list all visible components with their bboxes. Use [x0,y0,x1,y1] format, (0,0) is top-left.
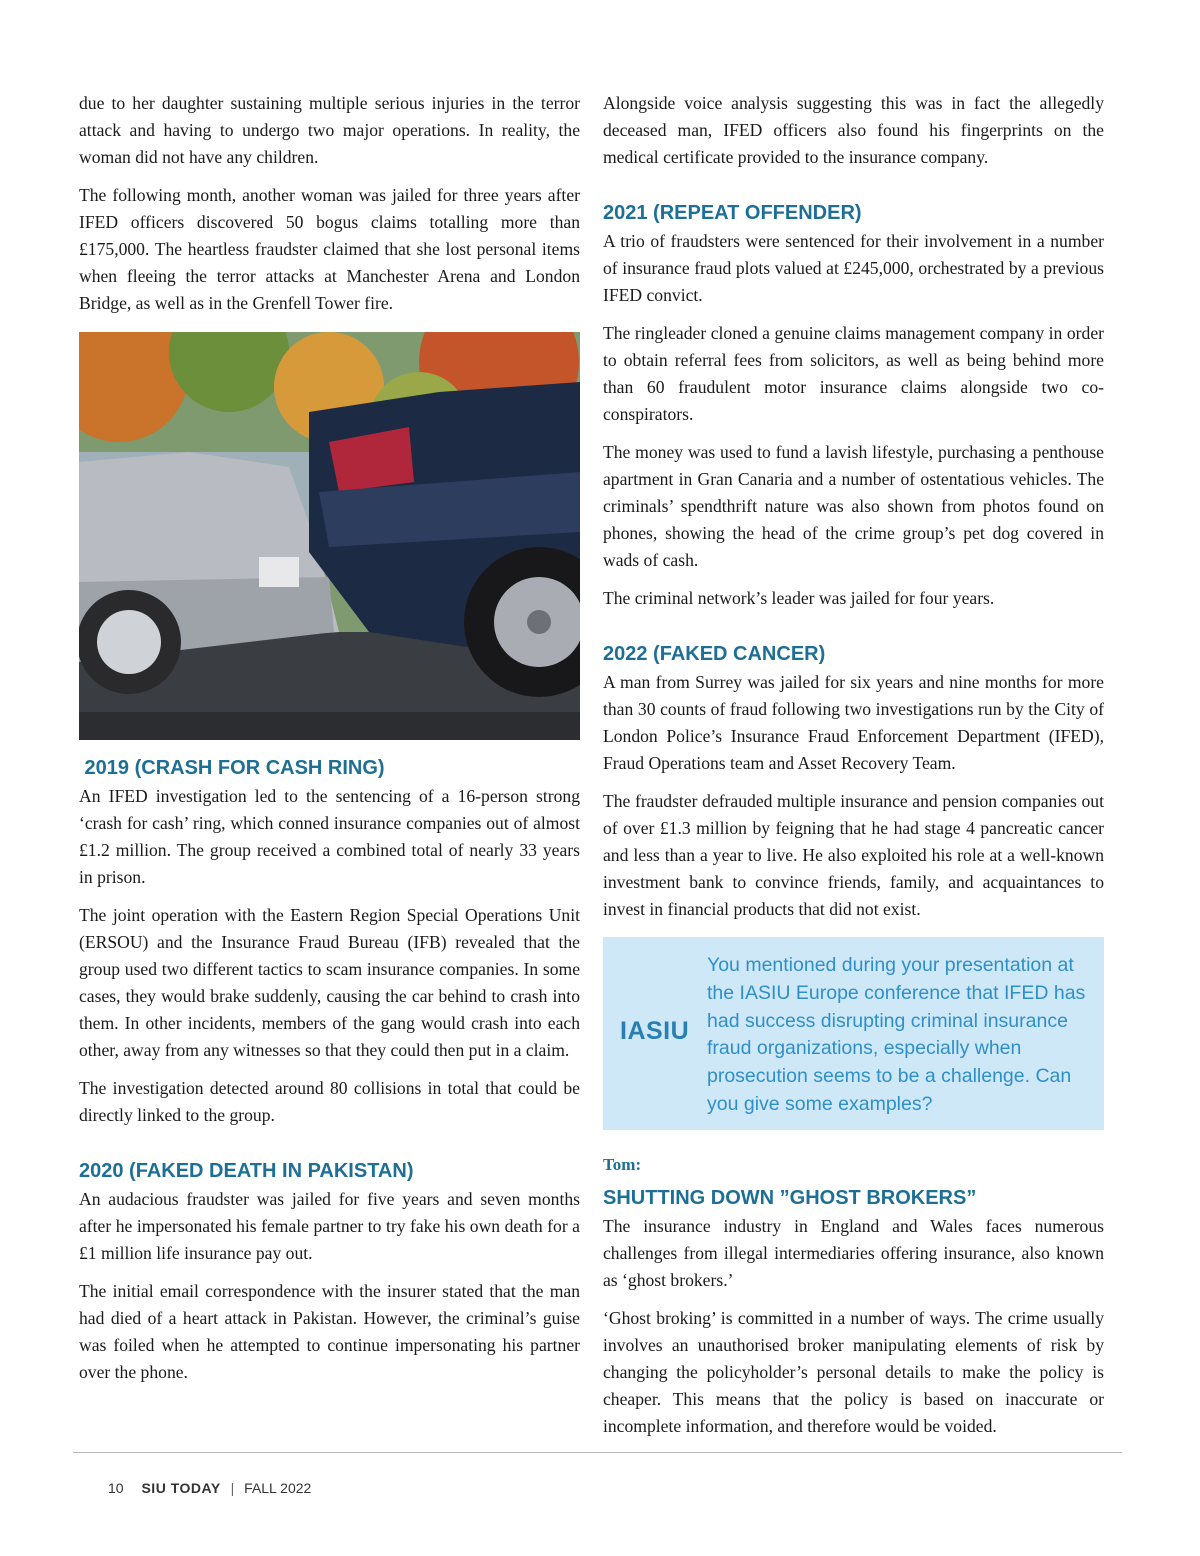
paragraph: A trio of fraudsters were sentenced for their involvement in a number of insurance fraud plots valued at £245,000, orchestrated by a previous IFED convict. [603,231,1104,305]
paragraph: A man from Surrey was jailed for six years and nine months for more than 30 counts of fraud following two investigations run by the City of London Police’s Insurance Fraud Enforcement Department (IFED), Fraud Operations team and Asset Recovery Team. [603,672,1104,773]
magazine-name: SIU TODAY [141,1480,221,1496]
section-heading: 2020 (FAKED DEATH IN PAKISTAN) [79,1160,414,1182]
paragraph: An audacious fraudster was jailed for five years and seven months after he impersonated his female partner to try fake his own death for a £1 million life insurance pay out. [79,1189,580,1263]
paragraph: The criminal network’s leader was jailed for four years. [603,588,995,608]
paragraph: The following month, another woman was jailed for three years after IFED officers discovered 50 bogus claims totalling more than £175,000. The heartless fraudster claimed that she lost personal items when fleeing the terror attacks at Manchester Arena and London Bridge, as well as in the Grenfell Tower fire. [79,185,580,313]
section-heading: 2019 (CRASH FOR CASH RING) [79,757,385,779]
paragraph: The joint operation with the Eastern Region Special Operations Unit (ERSOU) and the Insurance Fraud Bureau (IFB) revealed that the group used two different tactics to scam insurance companies. In some cases, they would brake suddenly, causing the car behind to crash into them. In other incidents, members of the gang would crash into each other, away from any witnesses so that they could then put in a claim. [79,905,580,1060]
footer-separator: | [230,1480,235,1496]
issue-date: FALL 2022 [244,1480,312,1496]
page-number: 10 [108,1480,124,1496]
page-footer [108,1480,311,1496]
section-heading: SHUTTING DOWN ”GHOST BROKERS” [603,1187,977,1209]
paragraph: The ringleader cloned a genuine claims management company in order to obtain referral fees from solicitors, as well as being behind more than 60 fraudulent motor insurance claims alongside two co-conspirators. [603,323,1104,424]
footer-divider [73,1452,1122,1453]
callout-tag: IASIU [620,1017,690,1045]
paragraph: The investigation detected around 80 collisions in total that could be directly linked to the group. [79,1078,580,1125]
callout-question: You mentioned during your presentation at the IASIU Europe conference that IFED has had success disrupting criminal insurance fraud organizations, especially when prosecution seems to be a challenge. Can you give some examples? [707,954,1086,1115]
left-column [79,90,580,1397]
paragraph: The initial email correspondence with the insurer stated that the man had died of a heart attack in Pakistan. However, the criminal’s guise was foiled when he attempted to continue impersonating his partner over the phone. [79,1281,580,1382]
iasiu-question-callout [603,937,1104,1130]
paragraph: Alongside voice analysis suggesting this was in fact the allegedly deceased man, IFED officers also found his fingerprints on the medical certificate provided to the insurance company. [603,93,1104,167]
paragraph: The fraudster defrauded multiple insurance and pension companies out of over £1.3 million by feigning that he had stage 4 pancreatic cancer and less than a year to live. He also exploited his role at a well-known investment bank to convince friends, family, and acquaintances to invest in financial products that did not exist. [603,791,1104,919]
car-crash-photo [79,332,580,740]
speaker-label: Tom: [603,1155,642,1174]
paragraph: The insurance industry in England and Wales faces numerous challenges from illegal intermediaries offering insurance, also known as ‘ghost brokers.’ [603,1216,1104,1290]
section-heading: 2022 (FAKED CANCER) [603,643,826,665]
right-column [603,90,1104,1451]
paragraph: An IFED investigation led to the sentencing of a 16-person strong ‘crash for cash’ ring, which conned insurance companies out of almost £1.2 million. The group received a combined total of nearly 33 years in prison. [79,786,580,887]
section-heading: 2021 (REPEAT OFFENDER) [603,202,862,224]
paragraph: The money was used to fund a lavish lifestyle, purchasing a penthouse apartment in Gran Canaria and a number of ostentatious vehicles. The criminals’ spendthrift nature was also shown from photos found on phones, showing the head of the crime group’s pet dog covered in wads of cash. [603,442,1104,570]
paragraph: ‘Ghost broking’ is committed in a number of ways. The crime usually involves an unauthorised broker manipulating elements of risk by changing the policyholder’s personal details to make the policy is cheaper. This means that the policy is based on inaccurate or incomplete information, and therefore would be voided. [603,1308,1104,1436]
paragraph: due to her daughter sustaining multiple serious injuries in the terror attack and having to undergo two major operations. In reality, the woman did not have any children. [79,93,580,167]
